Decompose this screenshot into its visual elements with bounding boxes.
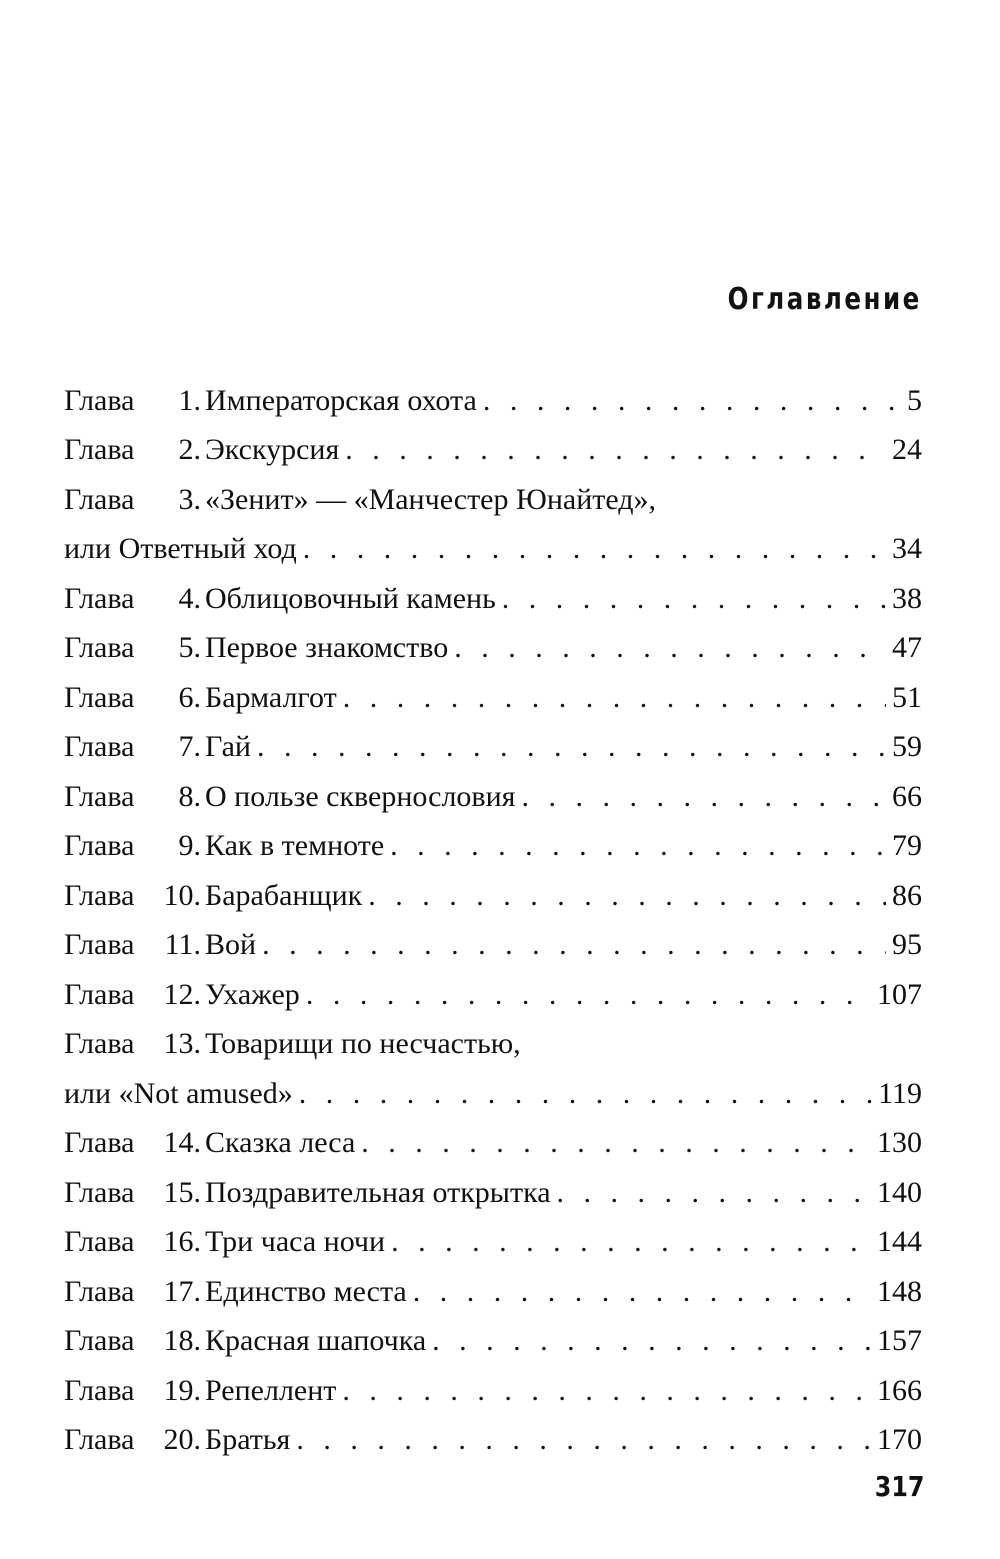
chapter-title: Товарищи по несчастью, bbox=[205, 1027, 521, 1060]
chapter-label: Глава bbox=[64, 1373, 135, 1407]
chapter-page: 24 bbox=[892, 433, 922, 466]
chapter-page: 38 bbox=[892, 581, 922, 615]
chapter-title: Три часа ночи bbox=[205, 1225, 386, 1258]
chapter-label: Глава bbox=[64, 829, 135, 862]
chapter-number: 15. bbox=[163, 1175, 201, 1209]
page-number: 317 bbox=[874, 1470, 924, 1503]
chapter-number: 12. bbox=[163, 977, 201, 1011]
toc-entry bbox=[64, 713, 922, 763]
chapter-number: 19. bbox=[163, 1373, 201, 1407]
chapter-number: 2. bbox=[178, 433, 201, 466]
chapter-page: 107 bbox=[877, 977, 922, 1011]
toc-entry bbox=[64, 911, 922, 961]
chapter-page: 157 bbox=[877, 1324, 922, 1357]
chapter-number: 17. bbox=[163, 1274, 201, 1308]
dot-leader bbox=[303, 534, 886, 564]
chapter-page: 166 bbox=[877, 1373, 922, 1407]
dot-leader bbox=[391, 1227, 871, 1257]
dot-leader bbox=[368, 881, 886, 911]
toc-entry bbox=[64, 614, 922, 664]
toc-entry bbox=[64, 366, 922, 416]
chapter-label: Глава bbox=[64, 383, 135, 417]
chapter-title: Экскурсия bbox=[205, 433, 340, 466]
chapter-page: 66 bbox=[892, 779, 922, 813]
toc-heading: Оглавление bbox=[727, 282, 922, 317]
chapter-label: Глава bbox=[64, 1027, 135, 1060]
chapter-label: Глава bbox=[64, 1175, 135, 1209]
toc-entry bbox=[64, 1109, 922, 1159]
chapter-page: 95 bbox=[892, 928, 922, 961]
chapter-title: Единство места bbox=[205, 1274, 407, 1308]
chapter-number: 18. bbox=[163, 1324, 201, 1357]
chapter-label: Глава bbox=[64, 631, 135, 664]
toc-entry bbox=[64, 1208, 922, 1258]
toc-entry bbox=[64, 1406, 922, 1456]
toc-entry bbox=[64, 861, 922, 911]
chapter-number: 4. bbox=[178, 581, 201, 615]
toc-entry bbox=[64, 812, 922, 862]
dot-leader bbox=[262, 930, 886, 960]
chapter-page: 59 bbox=[892, 730, 922, 763]
chapter-label: Глава bbox=[64, 1324, 135, 1357]
chapter-number: 1. bbox=[178, 383, 201, 417]
chapter-page: 51 bbox=[892, 680, 922, 714]
chapter-label: Глава bbox=[64, 1126, 135, 1159]
chapter-label: Глава bbox=[64, 581, 135, 615]
chapter-title: Бармалгот bbox=[205, 680, 337, 714]
toc-entry bbox=[64, 416, 922, 466]
chapter-number: 3. bbox=[178, 482, 201, 516]
chapter-page: 119 bbox=[878, 1076, 922, 1110]
chapter-label: Глава bbox=[64, 482, 135, 516]
toc-entry bbox=[64, 564, 922, 614]
chapter-label: Глава bbox=[64, 1274, 135, 1308]
chapter-title: Сказка леса bbox=[205, 1126, 356, 1159]
chapter-label: Глава bbox=[64, 433, 135, 466]
toc-entry-continuation bbox=[64, 515, 922, 565]
dot-leader bbox=[483, 386, 896, 416]
dot-leader bbox=[296, 1425, 871, 1455]
chapter-page: 170 bbox=[877, 1423, 922, 1456]
chapter-title: Облицовочный камень bbox=[205, 581, 496, 615]
dot-leader bbox=[521, 782, 886, 812]
chapter-number: 10. bbox=[163, 878, 201, 912]
toc-entry bbox=[64, 1257, 922, 1307]
chapter-page: 34 bbox=[892, 532, 922, 565]
chapter-title: Вой bbox=[205, 928, 257, 961]
table-of-contents bbox=[64, 366, 922, 1455]
chapter-title: Братья bbox=[205, 1423, 291, 1456]
chapter-page: 130 bbox=[877, 1126, 922, 1159]
dot-leader bbox=[413, 1277, 871, 1307]
toc-entry bbox=[64, 960, 922, 1010]
dot-leader bbox=[345, 435, 886, 465]
chapter-subtitle: или «Not amused» bbox=[64, 1076, 293, 1110]
chapter-title: Репеллент bbox=[205, 1373, 337, 1407]
chapter-number: 11. bbox=[164, 928, 201, 961]
chapter-title: Барабанщик bbox=[205, 878, 363, 912]
dot-leader bbox=[306, 980, 871, 1010]
toc-entry bbox=[64, 762, 922, 812]
chapter-page: 79 bbox=[892, 829, 922, 862]
toc-entry bbox=[64, 1158, 922, 1208]
chapter-title: Поздравительная открытка bbox=[205, 1175, 551, 1209]
toc-entry bbox=[64, 663, 922, 713]
toc-entry bbox=[64, 1356, 922, 1406]
chapter-label: Глава bbox=[64, 779, 135, 813]
chapter-number: 16. bbox=[163, 1225, 201, 1258]
chapter-title: Как в темноте bbox=[205, 829, 385, 862]
chapter-number: 20. bbox=[163, 1423, 201, 1456]
toc-entry bbox=[64, 1010, 922, 1060]
chapter-number: 9. bbox=[178, 829, 201, 862]
chapter-page: 86 bbox=[892, 878, 922, 912]
chapter-page: 140 bbox=[877, 1175, 922, 1209]
chapter-page: 47 bbox=[892, 631, 922, 664]
chapter-title: Первое знакомство bbox=[205, 631, 449, 664]
chapter-title: Гай bbox=[205, 730, 251, 763]
chapter-label: Глава bbox=[64, 878, 135, 912]
chapter-page: 5 bbox=[907, 383, 922, 417]
chapter-label: Глава bbox=[64, 1225, 135, 1258]
dot-leader bbox=[432, 1326, 871, 1356]
dot-leader bbox=[257, 732, 886, 762]
chapter-number: 6. bbox=[178, 680, 201, 714]
dot-leader bbox=[342, 1376, 871, 1406]
chapter-label: Глава bbox=[64, 928, 135, 961]
chapter-title: О пользе сквернословия bbox=[205, 779, 516, 813]
chapter-number: 5. bbox=[178, 631, 201, 664]
chapter-title: Ухажер bbox=[205, 977, 300, 1011]
chapter-number: 13. bbox=[163, 1027, 201, 1060]
toc-entry bbox=[64, 1307, 922, 1357]
chapter-subtitle: или Ответный ход bbox=[64, 532, 297, 565]
dot-leader bbox=[454, 633, 886, 663]
dot-leader bbox=[557, 1178, 871, 1208]
dot-leader bbox=[299, 1079, 872, 1109]
chapter-number: 14. bbox=[163, 1126, 201, 1159]
dot-leader bbox=[361, 1128, 871, 1158]
toc-entry bbox=[64, 465, 922, 515]
dot-leader bbox=[343, 683, 886, 713]
chapter-label: Глава bbox=[64, 1423, 135, 1456]
toc-entry-continuation bbox=[64, 1059, 922, 1109]
chapter-page: 148 bbox=[877, 1274, 922, 1308]
chapter-label: Глава bbox=[64, 680, 135, 714]
chapter-number: 7. bbox=[178, 730, 201, 763]
chapter-title: Красная шапочка bbox=[205, 1324, 427, 1357]
chapter-label: Глава bbox=[64, 977, 135, 1011]
chapter-title: Императорская охота bbox=[205, 383, 477, 417]
chapter-label: Глава bbox=[64, 730, 135, 763]
chapter-title: «Зенит» — «Манчестер Юнайтед», bbox=[205, 482, 657, 516]
chapter-page: 144 bbox=[877, 1225, 922, 1258]
dot-leader bbox=[390, 831, 886, 861]
dot-leader bbox=[502, 584, 886, 614]
chapter-number: 8. bbox=[178, 779, 201, 813]
